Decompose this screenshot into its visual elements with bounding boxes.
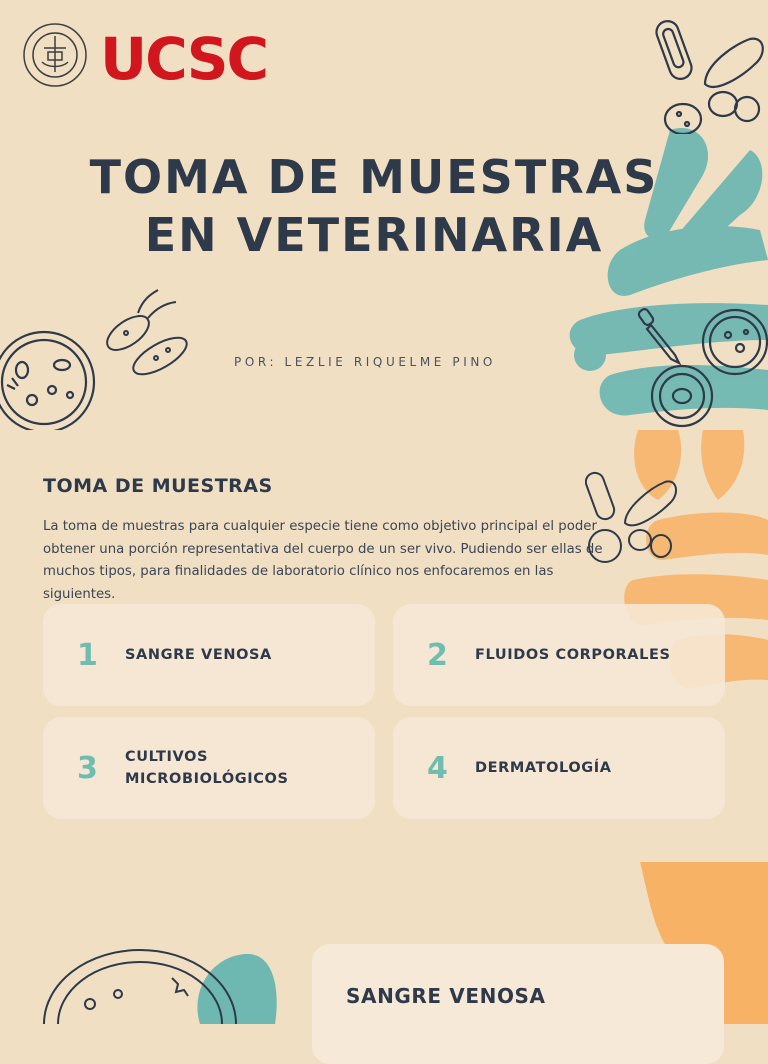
sample-card-sangre-venosa	[43, 604, 375, 706]
sample-card-fluidos-corporales	[393, 604, 725, 706]
card-label: SANGRE VENOSA	[125, 647, 272, 663]
cell-icon	[40, 944, 240, 1024]
card-label: FLUIDOS CORPORALES	[475, 647, 671, 663]
card-number: 4	[427, 750, 448, 786]
title-line-1: TOMA DE MUESTRAS	[89, 150, 659, 204]
card-number: 2	[427, 637, 448, 673]
dropper-icon	[635, 305, 685, 365]
bacteria-icon	[655, 14, 768, 134]
cell-icon	[0, 330, 102, 430]
intro-paragraph: La toma de muestras para cualquier especie tiene como objetivo principal el poder obtener una porción representativa del cuerpo de un ser vivo. Pudiendo ser ellas de muchos tipos, para finalidades de laboratorio clínico nos enfocaremos en las siguientes.	[43, 519, 603, 602]
card-label: CULTIVOS MICROBIOLÓGICOS	[125, 749, 289, 787]
detail-card-heading: SANGRE VENOSA	[346, 984, 546, 1008]
card-number: 3	[77, 750, 98, 786]
bacteria-icon	[98, 288, 198, 388]
author-byline: POR: LEZLIE RIQUELME PINO	[234, 355, 496, 369]
university-seal-icon	[22, 22, 88, 88]
page-title	[40, 148, 708, 264]
title-line-2: EN VETERINARIA	[144, 208, 604, 262]
sample-card-cultivos	[43, 717, 375, 819]
brand-logo: UCSC	[100, 25, 268, 93]
sample-card-dermatologia	[393, 717, 725, 819]
card-number: 1	[77, 637, 98, 673]
card-label: DERMATOLOGÍA	[475, 760, 612, 776]
section-heading: TOMA DE MUESTRAS	[43, 475, 273, 497]
